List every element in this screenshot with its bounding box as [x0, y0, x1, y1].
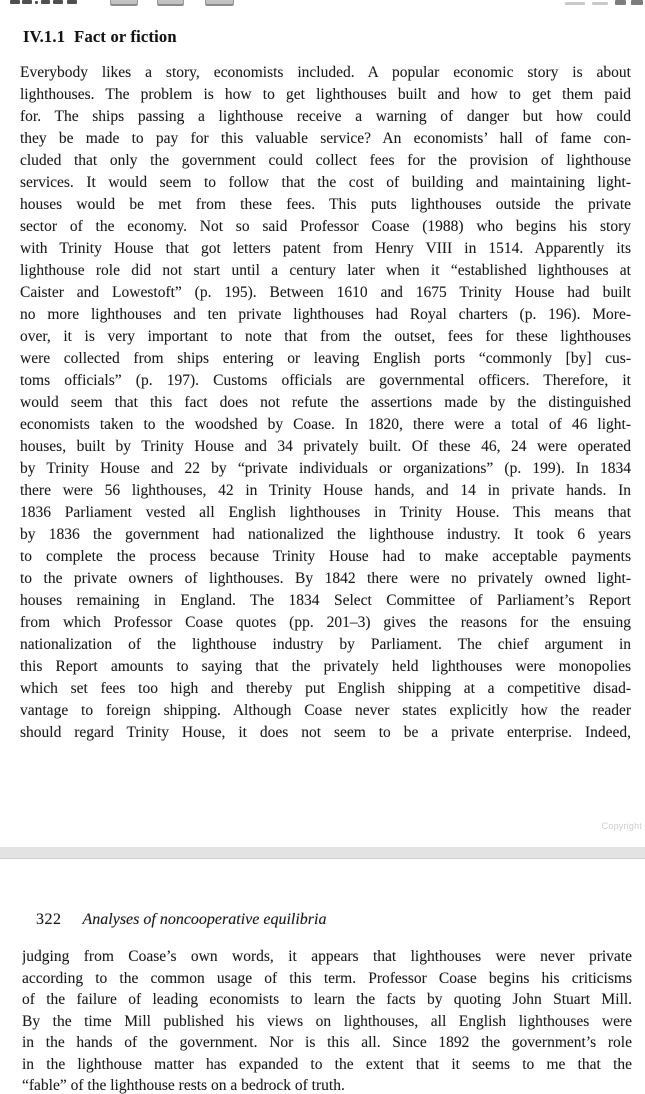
text-line: nationalization of the lighthouse industry by Parliament. The chief argument in: [20, 636, 631, 653]
text-line: of the failure of leading economists to learn the facts by quoting John Stuart Mill.: [22, 991, 632, 1008]
text-line: lighthouse role did not start until a century later when it “established lighthouses at: [20, 262, 631, 279]
status-text-fragment-1: [565, 2, 585, 5]
text-line: Caister and Lowestoft” (p. 195). Between 1610 and 1675 Trinity House had built: [20, 284, 631, 301]
text-line: should regard Trinity House, it does not seem to be a private enterprise. Indeed,: [20, 724, 631, 741]
section-number: IV.1.1: [23, 27, 66, 46]
text-line: in the hands of the government. Nor is this all. Since 1892 the government’s role: [22, 1034, 632, 1051]
running-head: [36, 911, 326, 929]
text-line: cluded that only the government could collect fees for the provision of lighthouse: [20, 152, 631, 169]
copyright-watermark: Copyright: [601, 821, 642, 831]
text-line: houses would be met from these fees. This puts lighthouses outside the private: [20, 196, 631, 213]
text-line: for. The ships passing a lighthouse receive a warning of danger but how could: [20, 108, 631, 125]
text-line: in the lighthouse matter has expanded to the extent that it seems to me that the: [22, 1055, 632, 1073]
status-icon-fragment-2[interactable]: [631, 0, 643, 5]
text-line: lighthouses. The problem is how to get lighthouses built and how to get them paid: [20, 86, 631, 103]
toolbar-button-fragment-2-icon[interactable]: [157, 0, 184, 6]
text-line: By the time Mill published his views on lighthouses, all English lighthouses were: [22, 1012, 632, 1030]
text-line: economists taken to the woodshed by Coase. In 1820, there were a total of 46 light-: [20, 416, 631, 433]
text-line: to complete the process because Trinity House had to make acceptable payments: [20, 548, 631, 565]
page-divider: [0, 847, 645, 859]
text-line: were collected from ships entering or leaving English ports “commonly [by] cus-: [20, 350, 631, 367]
text-line: according to the common usage of this term. Professor Coase begins his criticisms: [22, 969, 632, 987]
text-line: over, it is very important to note that from the outset, fees for these lighthouses: [20, 328, 631, 345]
text-line: with Trinity House that got letters patent from Henry VIII in 1514. Apparently its: [20, 240, 631, 257]
page-number: 322: [36, 911, 62, 928]
clock-text-fragment: [35, 1, 38, 4]
section-title: Fact or fiction: [74, 27, 177, 46]
text-line: houses, built by Trinity House and 34 privately built. Of these 46, 24 were operated: [20, 438, 631, 455]
text-line: 1836 Parliament vested all English lighthouses in Trinity House. This means that: [20, 504, 631, 521]
text-line: they be made to pay for this valuable service? An economists’ hall of fame con-: [20, 130, 631, 147]
clock-text-fragment: [53, 0, 63, 4]
paragraph-page-322: [22, 946, 632, 1094]
toolbar-button-fragment-3-icon[interactable]: [205, 0, 234, 6]
text-line: services. It would seem to follow that the cost of building and maintaining light-: [20, 174, 631, 191]
text-line: this Report amounts to saying that the privately held lighthouses were monopolies: [20, 658, 631, 675]
text-line: no more lighthouses and ten private lighthouses had Royal charters (p. 196). More-: [20, 306, 631, 323]
text-line: houses remaining in England. The 1834 Select Committee of Parliament’s Report: [20, 592, 631, 609]
text-line: by 1836 the government had nationalized the lighthouse industry. It took 6 years: [20, 526, 631, 543]
status-icon-fragment-1[interactable]: [615, 0, 626, 5]
text-line: by Trinity House and 22 by “private individuals or organizations” (p. 199). In 1834: [20, 460, 631, 477]
text-line: toms officials” (p. 197). Customs officials are governmental officers. Therefore, it: [20, 372, 631, 389]
running-head-title: Analyses of noncooperative equilibria: [82, 911, 327, 928]
text-line: Everybody likes a story, economists included. A popular economic story is about: [20, 64, 631, 81]
text-line: which set fees too high and thereby put English shipping at a competitive disad-: [20, 680, 631, 697]
clock-text-fragment: [10, 0, 20, 4]
text-line: vantage to foreign shipping. Although Coase never states explicitly how the reader: [20, 702, 631, 719]
text-line: sector of the economy. Not so said Professor Coase (1988) who begins his story: [20, 218, 631, 235]
text-line: to the private owners of lighthouses. By 1842 there were no privately owned light-: [20, 570, 631, 587]
text-line: from which Professor Coase quotes (pp. 201–3) gives the reasons for the ensuing: [20, 614, 631, 631]
section-heading: [23, 27, 177, 47]
toolbar-button-fragment-1-icon[interactable]: [110, 0, 138, 6]
clock-text-fragment: [67, 0, 77, 4]
text-line: there were 56 lighthouses, 42 in Trinity House hands, and 14 in private hands. In: [20, 482, 631, 499]
clock-text-fragment: [22, 0, 32, 4]
text-line: “fable” of the lighthouse rests on a bedrock of truth.: [22, 1077, 345, 1094]
statusbar-cutoff: [0, 0, 645, 8]
paragraph-page-321: [20, 62, 631, 744]
clock-text-fragment: [41, 0, 50, 4]
status-text-fragment-2: [592, 2, 608, 5]
text-line: judging from Coase’s own words, it appears that lighthouses were never private: [22, 948, 632, 965]
text-line: would seem that this fact does not refute the assertions made by the distinguished: [20, 394, 631, 411]
